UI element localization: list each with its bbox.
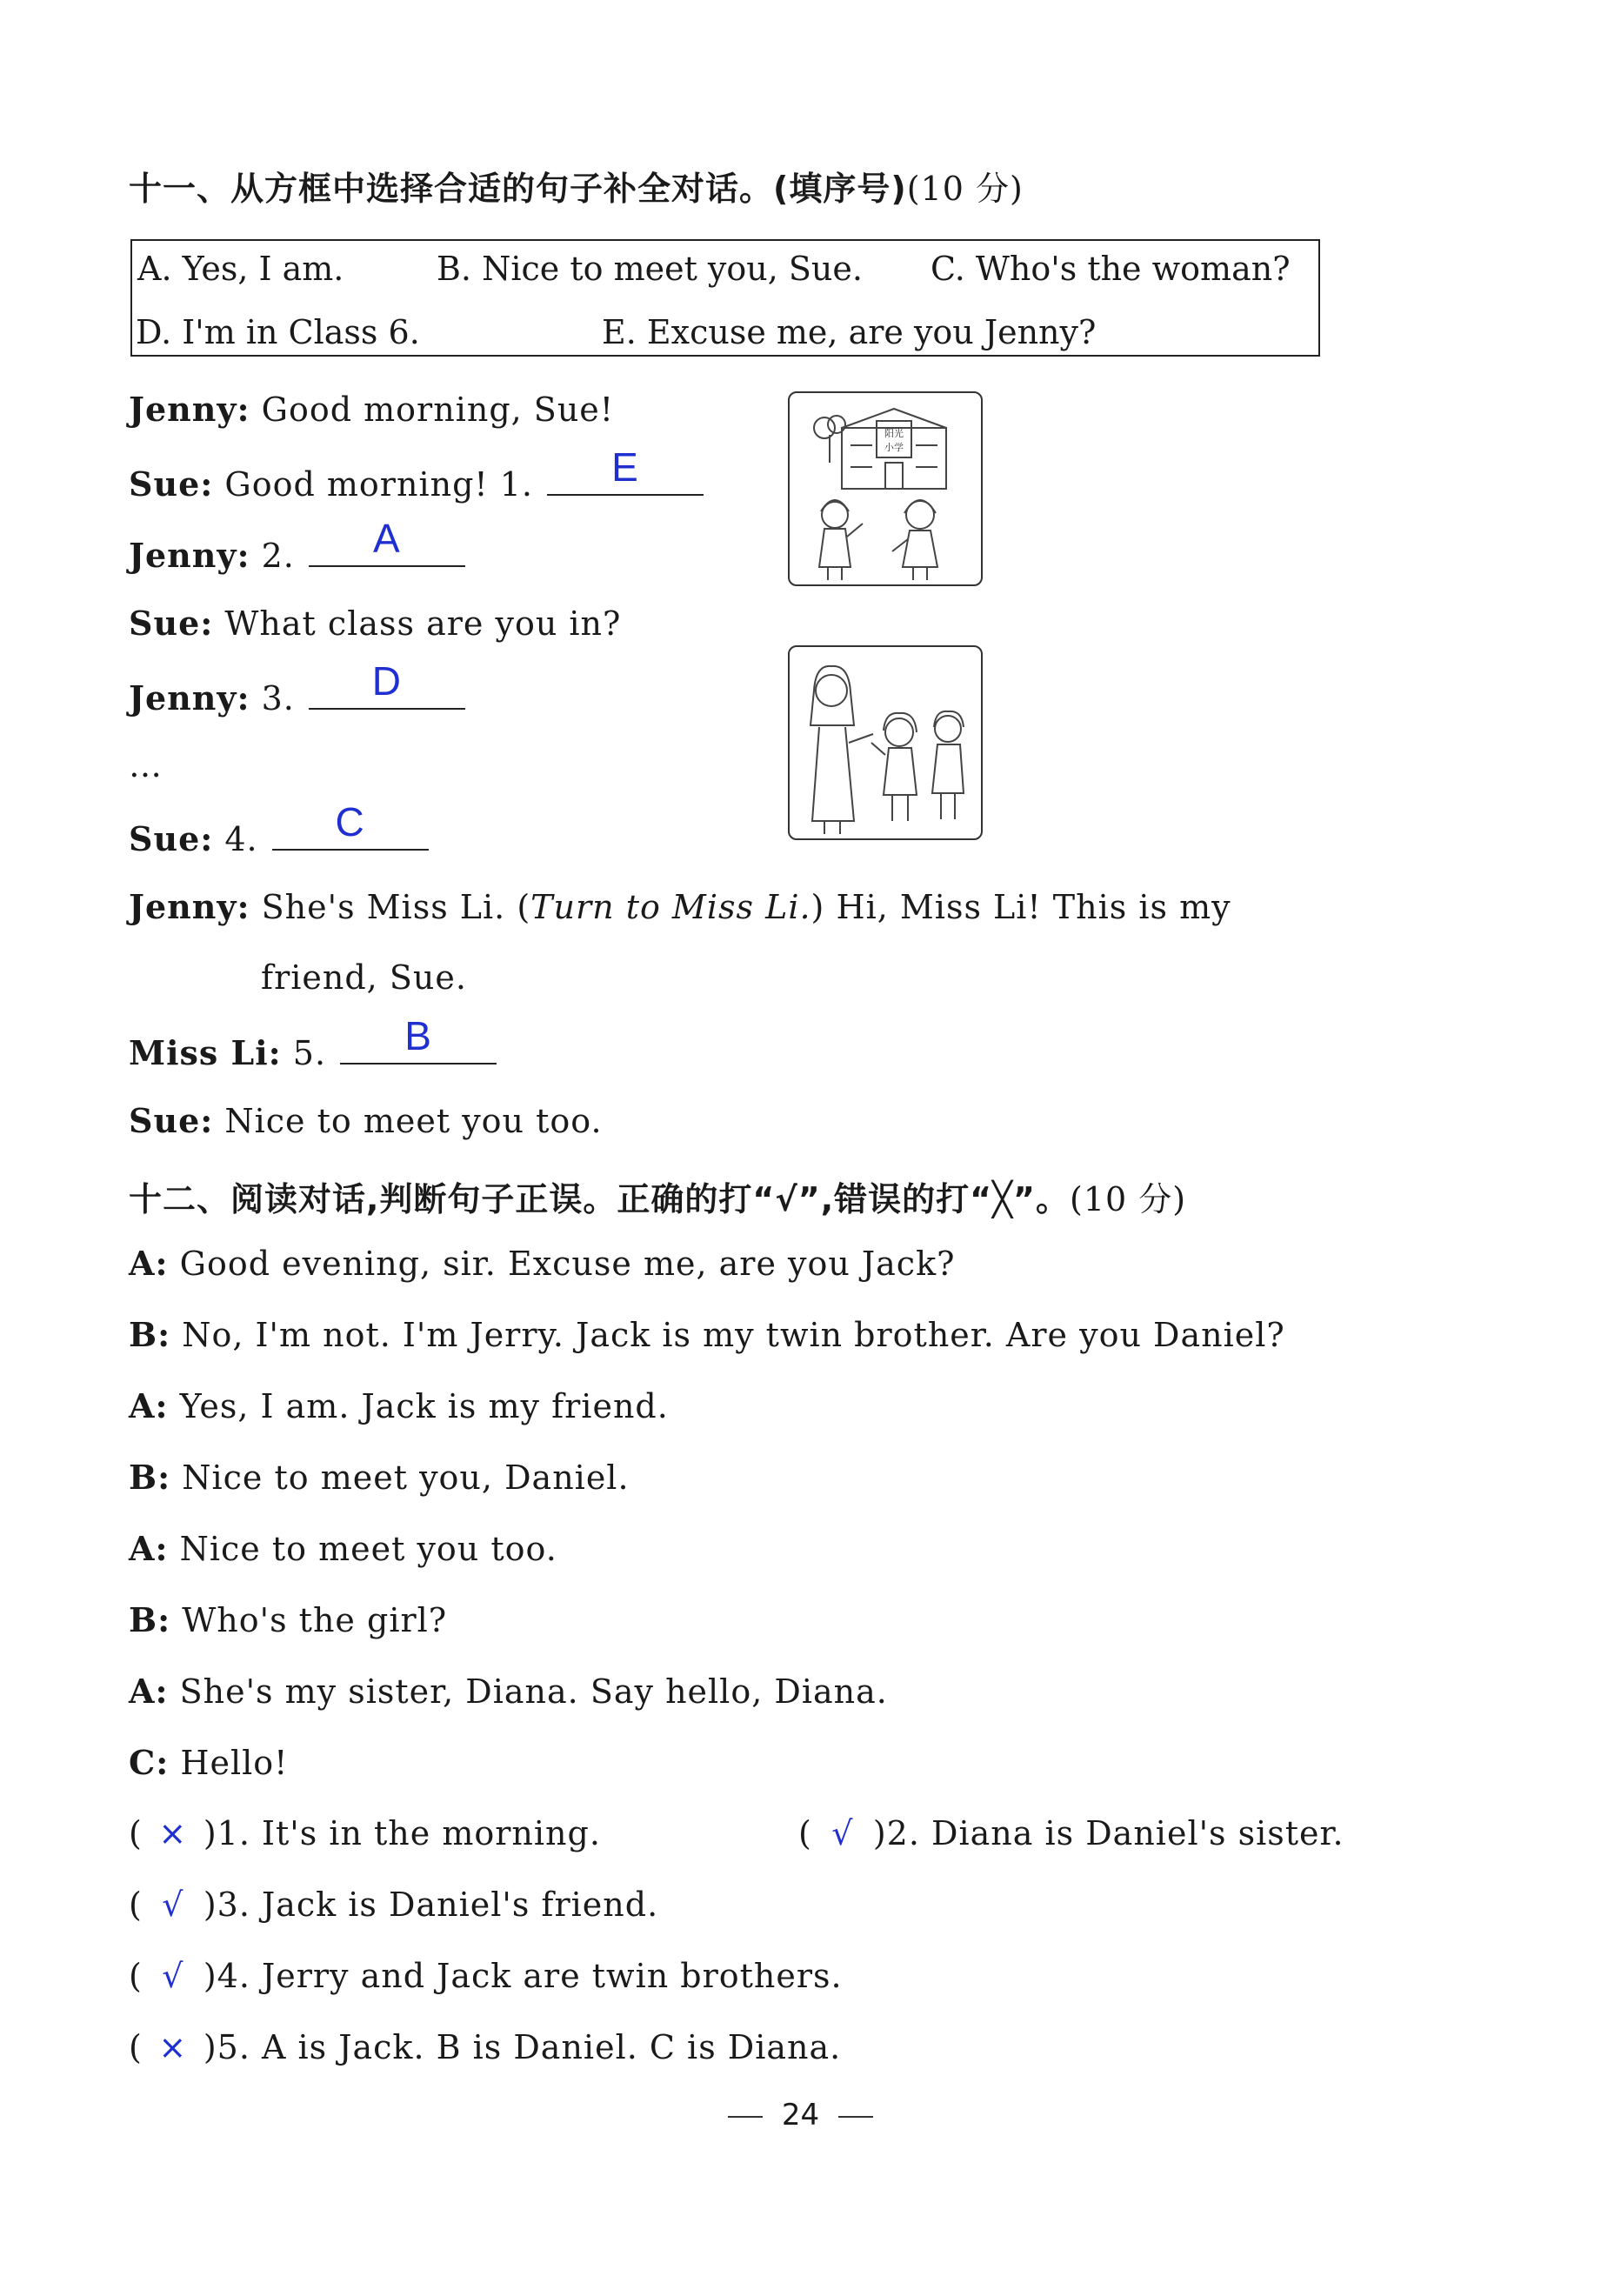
line-text: Good morning! 1. [224, 465, 533, 504]
dialogue-line-5 [129, 658, 465, 718]
section-12-heading [129, 1172, 1186, 1220]
speaker: Sue: [129, 604, 214, 643]
illustration-school-girls [788, 391, 983, 586]
options-box [130, 239, 1320, 357]
reading-line-8 [129, 1743, 288, 1782]
page-footer [0, 2098, 1601, 2132]
section-12-score: (10 分) [1070, 1180, 1187, 1218]
section-11-score: (10 分) [906, 170, 1024, 208]
speaker: Jenny: [129, 390, 250, 429]
speaker: A: [129, 1672, 169, 1711]
speaker: C: [129, 1743, 170, 1782]
footer-dash-right [838, 2116, 873, 2118]
dialogue-line-8 [129, 1013, 497, 1072]
reading-line-3 [129, 1386, 669, 1425]
answer-2: A [373, 516, 401, 561]
line-text: Nice to meet you, Daniel. [182, 1458, 630, 1497]
stage-direction: Turn to Miss Li. [530, 888, 811, 926]
answer-blank-4[interactable] [272, 799, 429, 851]
answer-1: E [611, 444, 639, 490]
reading-line-1 [129, 1244, 956, 1283]
line-text: Good morning, Sue! [261, 390, 615, 429]
judgment-text-3: )3. Jack is Daniel's friend. [203, 1886, 659, 1924]
line-text: ) Hi, Miss Li! This is my [811, 888, 1231, 926]
judgment-5: ( × )5. A is Jack. B is Daniel. C is Diana. [129, 2028, 842, 2066]
judgment-mark-5[interactable]: × [158, 2028, 188, 2066]
page-number: 24 [781, 2098, 820, 2132]
line-text: No, I'm not. I'm Jerry. Jack is my twin brother. Are you Daniel? [182, 1316, 1285, 1354]
judgment-2: ( √ )2. Diana is Daniel's sister. [798, 1814, 1344, 1852]
option-b: B. Nice to meet you, Sue. [437, 250, 863, 288]
dialogue-line-7-cont [261, 958, 467, 997]
answer-blank-1[interactable] [547, 444, 704, 496]
line-text: Nice to meet you too. [224, 1102, 603, 1140]
judgment-text-1: )1. It's in the morning. [203, 1814, 601, 1852]
section-11-title: 十一、从方框中选择合适的句子补全对话。(填序号) [129, 170, 907, 208]
line-text: 4. [224, 820, 258, 858]
reading-line-2 [129, 1315, 1285, 1354]
woman-girls-drawing [790, 647, 981, 838]
school-sign-line-1: 阳光 [884, 428, 904, 439]
judgment-mark-2[interactable]: √ [831, 1814, 854, 1852]
option-d: D. I'm in Class 6. [136, 313, 420, 351]
line-text: Nice to meet you too. [179, 1530, 557, 1568]
answer-blank-2[interactable] [309, 516, 465, 567]
speaker: Jenny: [129, 887, 250, 926]
judgment-text-4: )4. Jerry and Jack are twin brothers. [203, 1957, 843, 1995]
judgment-text-2: )2. Diana is Daniel's sister. [872, 1814, 1344, 1852]
judgment-4: ( √ )4. Jerry and Jack are twin brothers. [129, 1957, 843, 1995]
option-c: C. Who's the woman? [931, 250, 1291, 288]
footer-dash-left [728, 2116, 763, 2118]
section-12-title: 十二、阅读对话,判断句子正误。正确的打“√”,错误的打“╳”。 [129, 1180, 1070, 1218]
line-text: friend, Sue. [261, 958, 467, 997]
answer-5: B [404, 1013, 432, 1058]
speaker: Jenny: [129, 536, 250, 575]
dialogue-line-6 [129, 799, 429, 858]
speaker: B: [129, 1315, 171, 1354]
dialogue-ellipsis [129, 746, 163, 784]
speaker: A: [129, 1529, 169, 1568]
dialogue-line-3 [129, 516, 465, 575]
line-text: Good evening, sir. Excuse me, are you Jack? [179, 1245, 956, 1283]
answer-blank-3[interactable] [309, 658, 465, 710]
speaker: Sue: [129, 1101, 214, 1140]
option-e: E. Excuse me, are you Jenny? [602, 313, 1097, 351]
line-text: … [129, 746, 163, 784]
reading-line-5 [129, 1529, 557, 1568]
dialogue-line-7 [129, 887, 1231, 926]
speaker: Sue: [129, 819, 214, 858]
dialogue-line-1 [129, 390, 614, 429]
dialogue-line-4 [129, 604, 621, 643]
school-sign-line-2: 小学 [884, 442, 904, 453]
speaker: A: [129, 1244, 169, 1283]
judgment-mark-4[interactable]: √ [162, 1957, 184, 1995]
line-text: She's my sister, Diana. Say hello, Diana. [179, 1672, 888, 1711]
school-girls-drawing [790, 393, 981, 584]
judgment-text-5: )5. A is Jack. B is Daniel. C is Diana. [203, 2028, 842, 2066]
line-text: 2. [261, 537, 295, 575]
reading-line-4 [129, 1458, 630, 1497]
option-a: A. Yes, I am. [137, 250, 344, 288]
judgment-mark-3[interactable]: √ [162, 1886, 184, 1924]
speaker: Miss Li: [129, 1033, 282, 1072]
judgment-1: ( × )1. It's in the morning. [129, 1814, 601, 1852]
speaker: Sue: [129, 464, 214, 504]
speaker: B: [129, 1458, 171, 1497]
line-text: She's Miss Li. ( [261, 888, 531, 926]
judgment-3: ( √ )3. Jack is Daniel's friend. [129, 1886, 659, 1924]
speaker: A: [129, 1386, 169, 1425]
dialogue-line-2 [129, 444, 704, 504]
answer-3: D [371, 658, 402, 704]
line-text: What class are you in? [224, 604, 622, 643]
speaker: Jenny: [129, 678, 250, 718]
reading-line-6 [129, 1600, 447, 1639]
answer-4: C [335, 799, 365, 844]
line-text: Hello! [180, 1744, 289, 1782]
judgment-mark-1[interactable]: × [158, 1814, 188, 1852]
line-text: Yes, I am. Jack is my friend. [179, 1387, 669, 1425]
reading-line-7 [129, 1672, 888, 1711]
speaker: B: [129, 1600, 171, 1639]
line-text: Who's the girl? [182, 1601, 448, 1639]
answer-blank-5[interactable] [340, 1013, 497, 1065]
line-text: 3. [261, 679, 295, 718]
illustration-woman-girls [788, 645, 983, 840]
section-11-heading [129, 162, 1024, 210]
line-text: 5. [292, 1034, 327, 1072]
dialogue-line-9 [129, 1101, 603, 1140]
